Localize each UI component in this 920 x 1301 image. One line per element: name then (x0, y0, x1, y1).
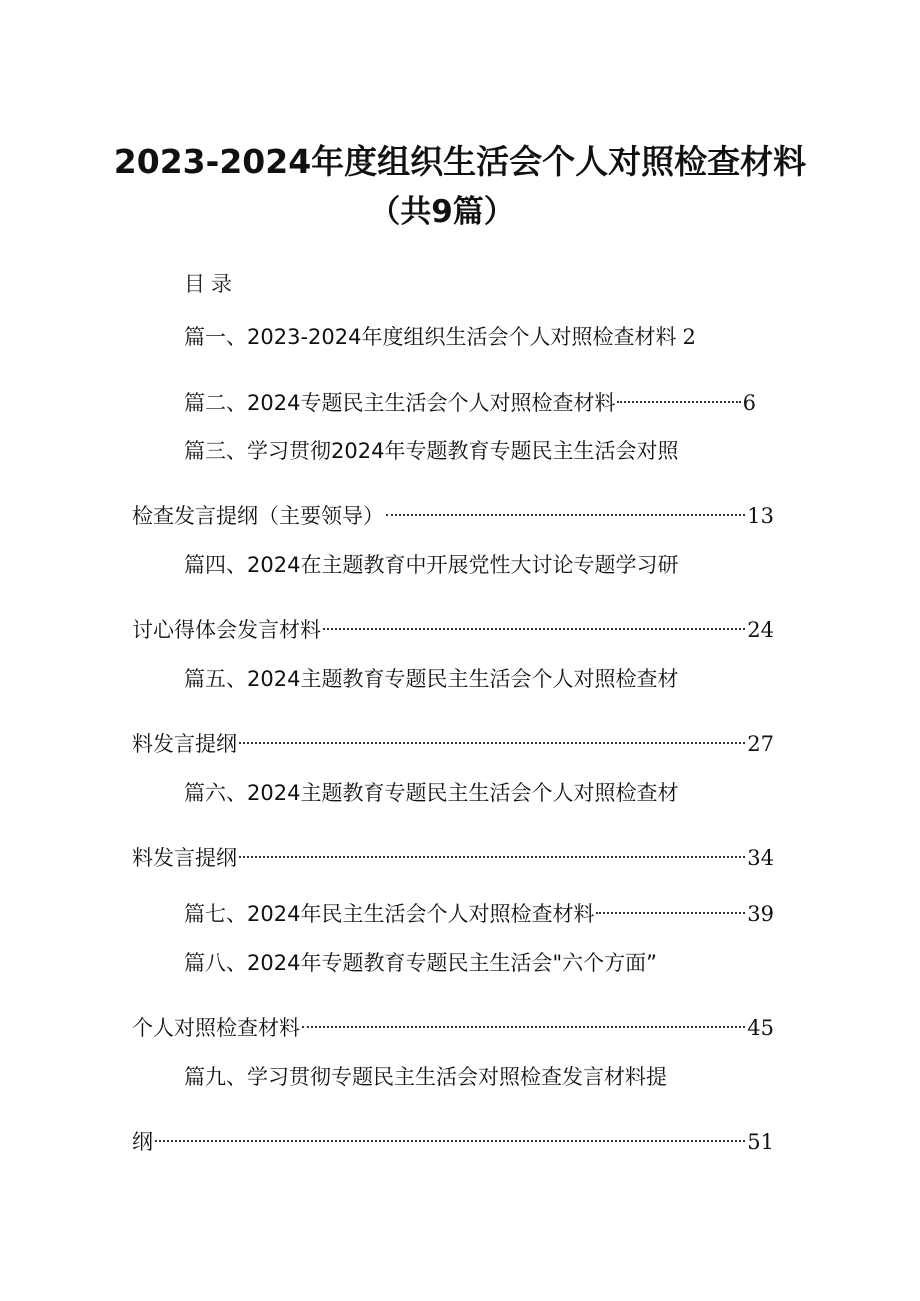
dot-leader (239, 721, 745, 751)
toc-entry-title: 篇五、2024主题教育专题民主生活会个人对照检查材 (184, 667, 679, 691)
toc-entry-7[interactable] (184, 891, 774, 926)
toc-entry-1[interactable] (184, 322, 774, 352)
toc-entry-title: 篇八、2024年专题教育专题民主生活会"六个方面” (184, 951, 657, 975)
toc-entry-2[interactable] (184, 380, 756, 415)
document-subtitle: （共9篇） (369, 194, 515, 230)
toc-entry-page: 27 (747, 732, 774, 756)
toc-entry-title-cont: 个人对照检查材料 (132, 1016, 300, 1040)
toc-entry-title: 篇三、学习贯彻2024年专题教育专题民主生活会对照 (184, 439, 679, 463)
toc-entry-4[interactable] (184, 550, 774, 580)
toc-entry-page: 24 (747, 618, 774, 642)
toc-entry-8[interactable] (184, 948, 774, 978)
dot-leader (386, 493, 745, 523)
toc-entry-page: 6 (742, 391, 756, 415)
dot-leader (323, 607, 745, 637)
document-title: 2023-2024年度组织生活会个人对照检查材料 (113, 142, 807, 181)
toc-entry-page: 45 (747, 1016, 774, 1040)
toc-entry-title-cont: 纲 (132, 1130, 153, 1154)
toc-entry-title: 篇四、2024在主题教育中开展党性大讨论专题学习研 (184, 553, 679, 577)
dot-leader (596, 891, 745, 921)
toc-entry-9-cont[interactable] (132, 1119, 774, 1154)
toc-entry-title-cont: 讨心得体会发言材料 (132, 618, 321, 642)
dot-leader (239, 835, 745, 865)
toc-entry-title: 篇九、学习贯彻专题民主生活会对照检查发言材料提 (184, 1065, 667, 1089)
toc-entry-8-cont[interactable] (132, 1005, 774, 1040)
toc-entry-6[interactable] (184, 778, 774, 808)
toc-entry-page: 13 (747, 504, 774, 528)
toc-entry-4-cont[interactable] (132, 607, 774, 642)
toc-entry-title: 篇六、2024主题教育专题民主生活会个人对照检查材 (184, 781, 679, 805)
toc-entry-3-cont[interactable] (132, 493, 774, 528)
toc-entry-title-cont: 料发言提纲 (132, 846, 237, 870)
toc-entry-title: 篇七、2024年民主生活会个人对照检查材料 (184, 902, 595, 926)
toc-entry-title-cont: 料发言提纲 (132, 732, 237, 756)
toc-entry-title: 篇一、2023-2024年度组织生活会个人对照检查材料 (184, 325, 677, 349)
toc-heading: 目录 (184, 272, 238, 296)
toc-entry-title: 篇二、2024专题民主生活会个人对照检查材料 (184, 391, 616, 415)
toc-entry-6-cont[interactable] (132, 835, 774, 870)
toc-entry-5-cont[interactable] (132, 721, 774, 756)
toc-entry-9[interactable] (184, 1062, 774, 1092)
toc-entry-page: 39 (747, 902, 774, 926)
dot-leader (617, 380, 740, 410)
toc-entry-page: 51 (747, 1130, 774, 1154)
dot-leader (155, 1119, 745, 1149)
toc-entry-page: 2 (682, 325, 696, 349)
toc-entry-3[interactable] (184, 436, 774, 466)
toc-entry-5[interactable] (184, 664, 774, 694)
toc-entry-title-cont: 检查发言提纲（主要领导） (132, 504, 384, 528)
dot-leader (302, 1005, 745, 1035)
toc-entry-page: 34 (747, 846, 774, 870)
